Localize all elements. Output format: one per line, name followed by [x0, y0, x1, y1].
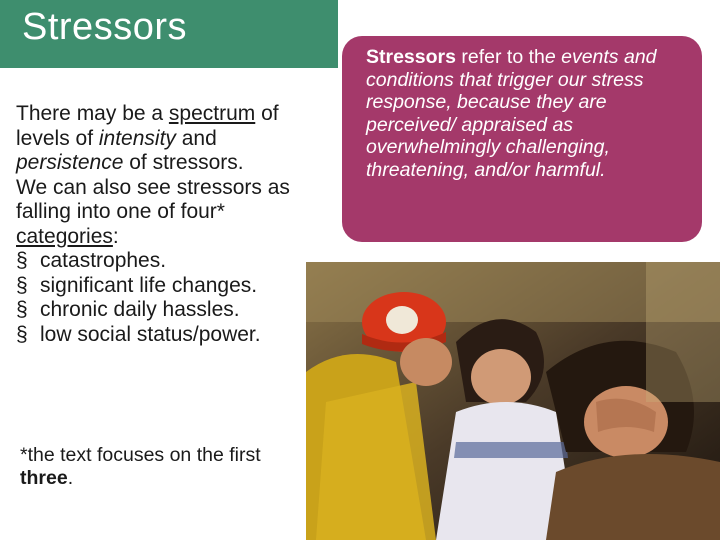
body-text: [16, 102, 326, 347]
list-item-text: low social status/power.: [40, 322, 261, 346]
paragraph-spectrum: [16, 102, 326, 176]
text-run: *the text focuses on the first: [20, 444, 261, 466]
footnote: [20, 444, 290, 490]
text-run: of stressors.: [123, 151, 244, 174]
bullet-glyph: §: [16, 298, 28, 321]
text-run: and: [175, 126, 217, 150]
spectrum-term: spectrum: [168, 102, 256, 125]
text-run: e events and conditions that trigger our stress response, because they are perceived/ appraised as overwhelmingly challenging, threatening, and/or harmful.: [366, 46, 657, 181]
bullet-glyph: §: [16, 249, 28, 272]
title-bar: [0, 0, 338, 68]
list-item: [16, 298, 326, 323]
category-list: [16, 249, 326, 347]
bullet-glyph: §: [16, 322, 28, 346]
text-run: .: [67, 467, 74, 489]
categories-term: categories: [16, 224, 113, 248]
photo-illustration: [306, 262, 720, 540]
list-item-text: catastrophes.: [40, 249, 167, 272]
callout-lead: Stressors: [366, 46, 456, 68]
persistence-term: persistence: [16, 151, 124, 174]
paragraph-categories: [16, 176, 326, 250]
list-item: [16, 323, 326, 348]
definition-callout: [342, 36, 702, 242]
footnote-bold: three: [20, 467, 68, 489]
list-item: [16, 274, 326, 299]
text-run: :: [112, 224, 119, 248]
bullet-glyph: §: [16, 273, 28, 297]
text-run: There may be a: [16, 102, 169, 125]
slide-title: Stressors: [22, 6, 187, 48]
text-run: We can also see stressors as falling into one of four*: [16, 175, 290, 223]
text-run: of levels of: [16, 102, 279, 150]
list-item-text: chronic daily hassles.: [40, 298, 240, 321]
list-item: [16, 249, 326, 274]
callout-text: [366, 46, 684, 181]
list-item-text: significant life changes.: [40, 273, 258, 297]
intensity-term: intensity: [98, 126, 176, 150]
text-run: refer to th: [455, 46, 545, 68]
firefighter-photo: [306, 262, 720, 540]
